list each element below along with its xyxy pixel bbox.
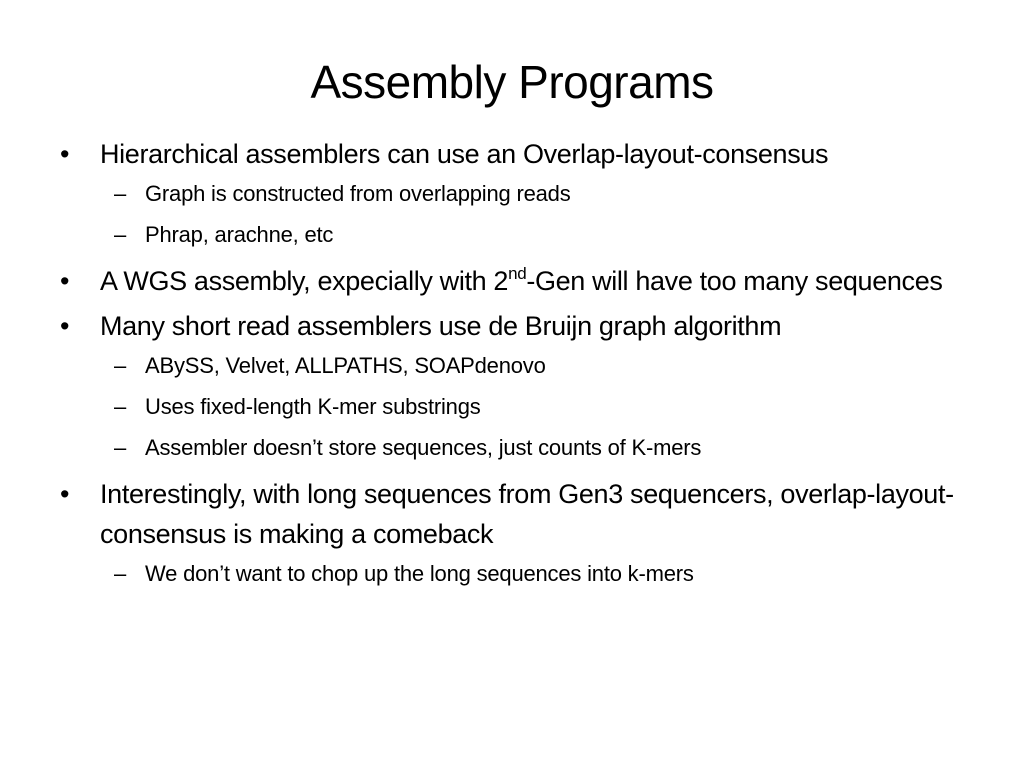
sub-bullet-marker: –: [114, 181, 127, 206]
sub-bullet-text: Assembler doesn’t store sequences, just counts of K-mers: [145, 435, 702, 460]
bullet-item: [60, 261, 990, 301]
bullet-marker: •: [60, 479, 70, 509]
bullet-text-after: -Gen will have too many sequences: [526, 266, 943, 296]
sub-bullet-text: Graph is constructed from overlapping reads: [145, 181, 571, 206]
sub-bullet-marker: –: [114, 561, 127, 586]
bullet-item: [60, 306, 990, 463]
bullet-superscript: nd: [508, 264, 527, 283]
sub-bullet-row: [60, 392, 990, 422]
bullet-row: [60, 474, 990, 554]
bullet-row: [60, 134, 990, 174]
sub-bullet-row: [60, 433, 990, 463]
sub-bullet-row: [60, 559, 990, 589]
sub-bullet-row: [60, 179, 990, 209]
bullet-text-before: A WGS assembly, expecially with 2: [100, 266, 509, 296]
slide-title: Assembly Programs: [310, 56, 714, 108]
sub-bullet-marker: –: [114, 394, 127, 419]
sub-bullet-text: Uses fixed-length K-mer substrings: [145, 394, 481, 419]
bullet-text: Many short read assemblers use de Bruijn graph algorithm: [100, 311, 782, 341]
bullet-list: [60, 134, 990, 600]
sub-bullet-text: Phrap, arachne, etc: [145, 222, 334, 247]
sub-bullet-row: [60, 220, 990, 250]
bullet-marker: •: [60, 266, 70, 296]
bullet-item: [60, 134, 990, 250]
bullet-marker: •: [60, 139, 70, 169]
sub-bullet-marker: –: [114, 353, 127, 378]
sub-bullet-row: [60, 351, 990, 381]
bullet-text: Hierarchical assemblers can use an Overlap-layout-consensus: [100, 139, 829, 169]
bullet-row: [60, 306, 990, 346]
bullet-item: [60, 474, 990, 589]
bullet-marker: •: [60, 311, 70, 341]
sub-bullet-marker: –: [114, 435, 127, 460]
sub-bullet-text: We don’t want to chop up the long sequences into k-mers: [145, 561, 694, 586]
sub-bullet-marker: –: [114, 222, 127, 247]
bullet-text: Interestingly, with long sequences from Gen3 sequencers, overlap-layout-consensus is making a comeback: [100, 479, 954, 549]
bullet-row: [60, 261, 990, 301]
sub-bullet-text: ABySS, Velvet, ALLPATHS, SOAPdenovo: [145, 353, 546, 378]
